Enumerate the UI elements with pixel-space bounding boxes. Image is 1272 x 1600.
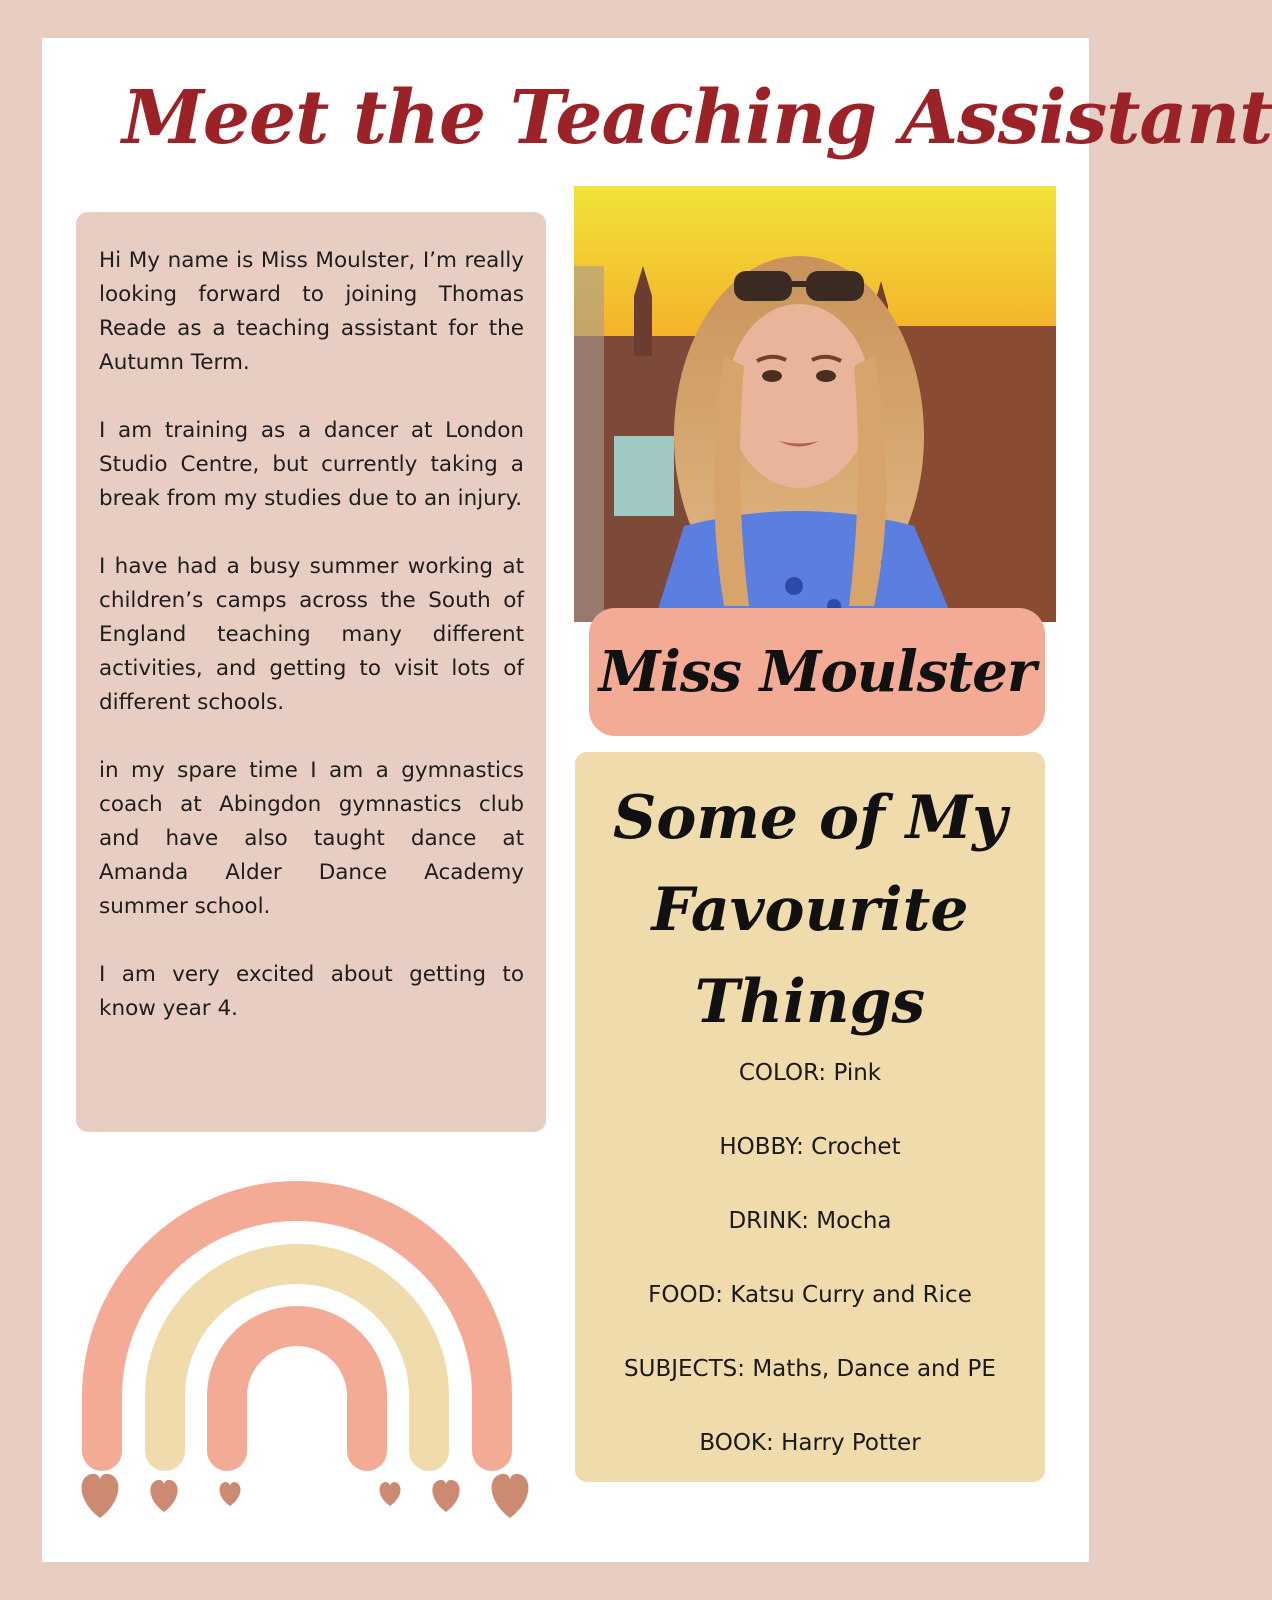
heart-icon [492,1474,529,1518]
favourite-color: COLOR: Pink [738,1060,882,1086]
rainbow-illustration [72,1166,552,1526]
favourite-subjects: SUBJECTS: Maths, Dance and PE [624,1356,996,1382]
favourite-book: BOOK: Harry Potter [699,1430,921,1456]
favourite-drink: DRINK: Mocha [728,1208,892,1234]
favourites-panel [575,752,1045,1482]
bio-paragraph: Hi My name is Miss Moulster, I’m really looking forward to joining Thomas Reade as a teaching assistant for the Autumn Term. [99,248,524,375]
portrait-photo [574,186,1056,622]
heart-icon [220,1482,241,1506]
teacher-name: Miss Moulster [598,639,1036,705]
favourite-hobby: HOBBY: Crochet [719,1134,901,1160]
page-title: Meet the Teaching Assistant [122,75,1272,161]
heart-icon [380,1482,401,1506]
favourites-title-line: Things [694,967,926,1037]
heart-icon [150,1480,177,1512]
bio-panel [76,212,546,1132]
rainbow-arc-middle [165,1264,429,1451]
bio-paragraph: I am training as a dancer at London Studio Centre, but currently taking a break from my studies due to an injury. [99,418,524,511]
heart-icon [432,1480,459,1512]
favourites-title-line: Some of My [613,783,1007,853]
heart-icon [82,1474,119,1518]
favourites-title-line: Favourite [651,875,969,945]
rainbow-arc-inner [227,1326,367,1451]
bio-paragraph: I am very excited about getting to know year 4. [99,962,524,1021]
poster-page [42,38,1272,1562]
name-plate [589,608,1045,736]
bio-paragraph: I have had a busy summer working at children’s camps across the South of England teaching many different activities, and getting to visit lots of different schools. [99,554,524,715]
favourite-food: FOOD: Katsu Curry and Rice [648,1282,972,1308]
bio-paragraph: in my spare time I am a gymnastics coach at Abingdon gymnastics club and have also taught dance at Amanda Alder Dance Academy summer school. [99,758,524,919]
favourites-title [575,772,1045,1048]
